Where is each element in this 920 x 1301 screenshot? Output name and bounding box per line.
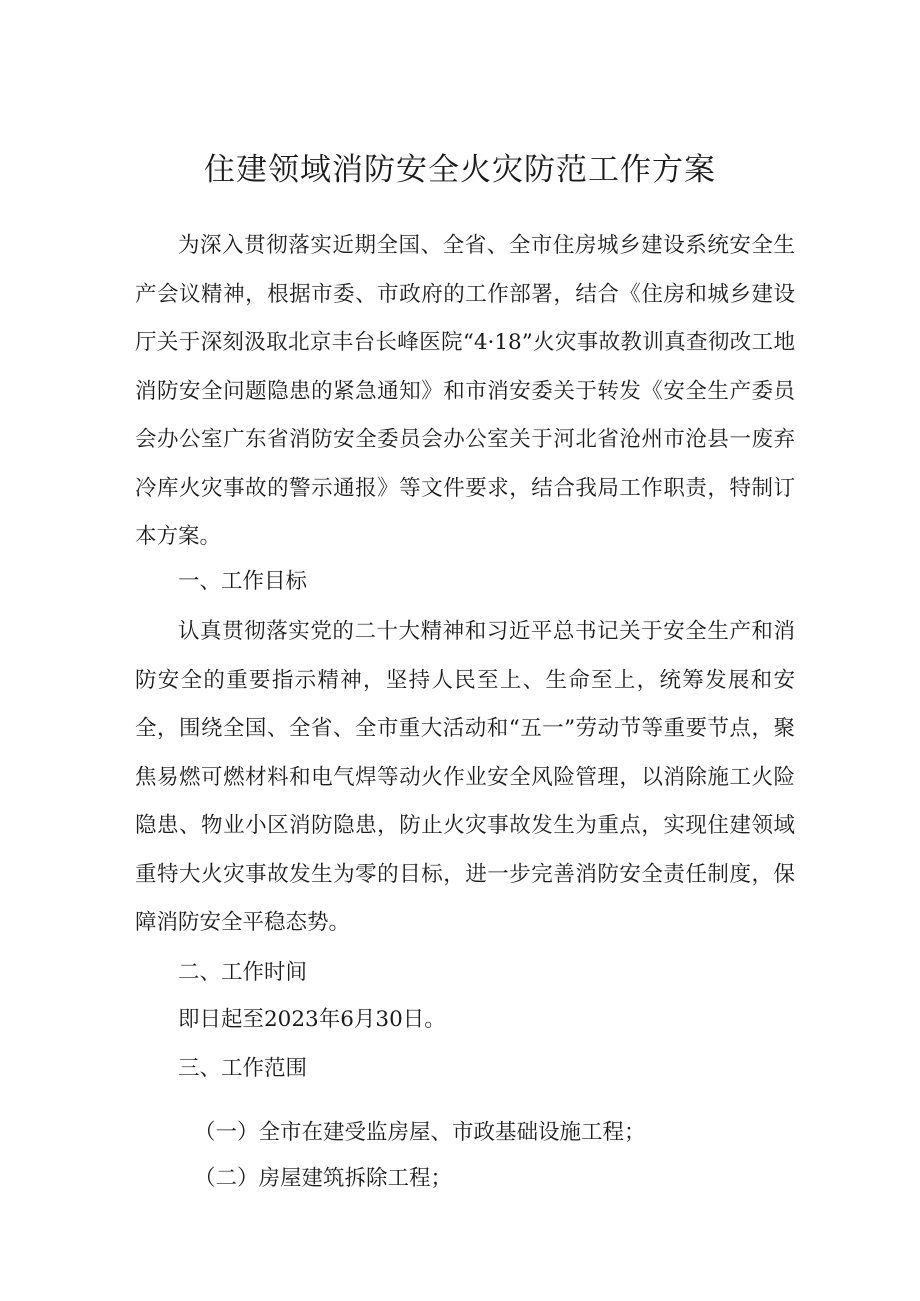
document-title: 住建领域消防安全火灾防范工作方案 <box>204 152 716 188</box>
time-paragraph: 即日起至2023年6月30日。 <box>178 1007 446 1032</box>
scope-item: （二）房屋建筑拆除工程； <box>194 1166 453 1191</box>
section-heading-scope: 三、工作范围 <box>178 1056 308 1081</box>
scope-item: （一）全市在建受监房屋、市政基础设施工程； <box>194 1120 646 1145</box>
section-heading-time: 二、工作时间 <box>178 960 308 985</box>
section-heading-goals: 一、工作目标 <box>178 569 308 594</box>
intro-paragraph: 为深入贯彻落实近期全国、全省、全市住房城乡建设系统安全生产会议精神，根据市委、市政府的工作部署，结合《住房和城乡建设厅关于深刻汲取北京丰台长峰医院“4·18”火灾事故教训真查彻改工地消防安全问题隐患的紧急通知》和市消安委关于转发《安全生产委员会办公室广东省消防安全委员会办公室关于河北省沧州市沧县一废弃冷库火灾事故的警示通报》等文件要求，结合我局工作职责，特制订本方案。 <box>135 233 795 549</box>
goals-paragraph: 认真贯彻落实党的二十大精神和习近平总书记关于安全生产和消防安全的重要指示精神，坚持人民至上、生命至上，统筹发展和安全，围绕全国、全省、全市重大活动和“五一”劳动节等重要节点，聚焦易燃可燃材料和电气焊等动火作业安全风险管理，以消除施工火险隐患、物业小区消防隐患，防止火灾事故发生为重点，实现住建领域重特大火灾事故发生为零的目标，进一步完善消防安全责任制度，保障消防安全平稳态势。 <box>135 619 795 935</box>
